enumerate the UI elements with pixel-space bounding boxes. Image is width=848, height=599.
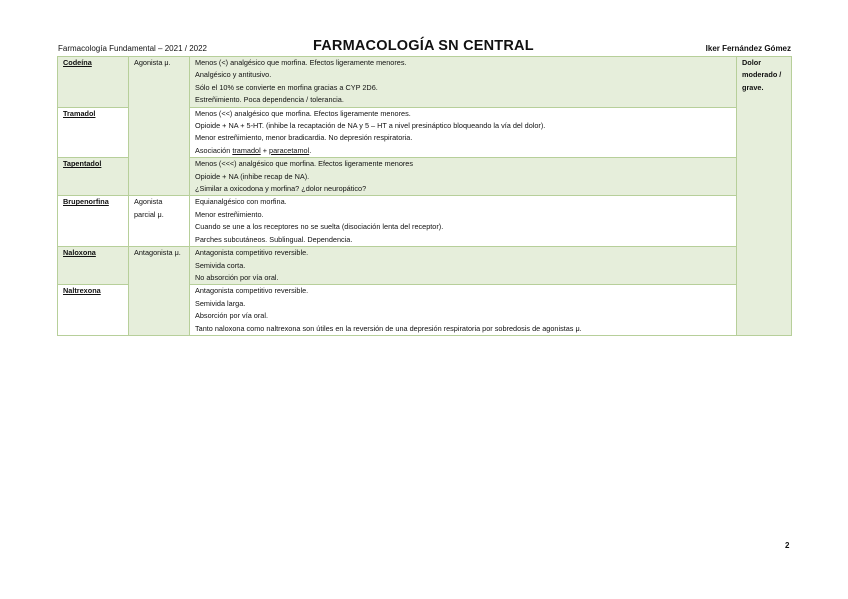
mechanism-cell: Agonista parcial μ. (129, 196, 190, 247)
mechanism-cell: Antagonista μ. (129, 247, 190, 336)
drug-name: Tramadol (58, 107, 129, 158)
drug-name: Tapentadol (58, 158, 129, 196)
description-cell: Menos (<<<) analgésico que morfina. Efectos ligeramente menores Opioide + NA (inhibe recap de NA). ¿Similar a oxicodona y morfina? ¿dolor neuropático? (190, 158, 737, 196)
drug-name: Brupenorfina (58, 196, 129, 247)
description-cell: Menos (<<) analgésico que morfina. Efectos ligeramente menores. Opioide + NA + 5-HT. (inhibe la recaptación de NA y 5 – HT a nivel presináptico bloqueando la vía del dolor). Menor estreñimiento, menor bradicardia. No depresión respiratoria. Asociación tramadol + paracetamol. (190, 107, 737, 158)
page-number: 2 (785, 541, 790, 550)
description-cell: Equianalgésico con morfina. Menor estreñimiento. Cuando se une a los receptores no se suelta (disociación lenta del receptor). Parches subcutáneos. Sublingual. Dependencia. (190, 196, 737, 247)
description-cell: Menos (<) analgésico que morfina. Efectos ligeramente menores. Analgésico y antitusivo. Sólo el 10% se convierte en morfina gracias a CYP 2D6. Estreñimiento. Poca dependencia / tolerancia. (190, 57, 737, 108)
table-row-buprenorfina (58, 196, 792, 247)
drug-name: Naltrexona (58, 285, 129, 336)
header-subject: Farmacología Fundamental – 2021 / 2022 (58, 44, 207, 53)
drug-name: Codeína (58, 57, 129, 108)
page-title: FARMACOLOGÍA SN CENTRAL (313, 38, 534, 54)
header-author: Iker Fernández Gómez (705, 44, 791, 53)
indication-cell: Dolor moderado / grave. (737, 57, 792, 336)
table-row-naloxona (58, 247, 792, 285)
description-cell: Antagonista competitivo reversible. Semivida corta. No absorción por vía oral. (190, 247, 737, 285)
drug-table (57, 56, 792, 336)
table-row-codeina (58, 57, 792, 108)
description-cell: Antagonista competitivo reversible. Semivida larga. Absorción por vía oral. Tanto naloxona como naltrexona son útiles en la reversión de una depresión respiratoria por sobredosis de agonistas μ. (190, 285, 737, 336)
mechanism-cell: Agonista μ. (129, 57, 190, 196)
drug-name: Naloxona (58, 247, 129, 285)
